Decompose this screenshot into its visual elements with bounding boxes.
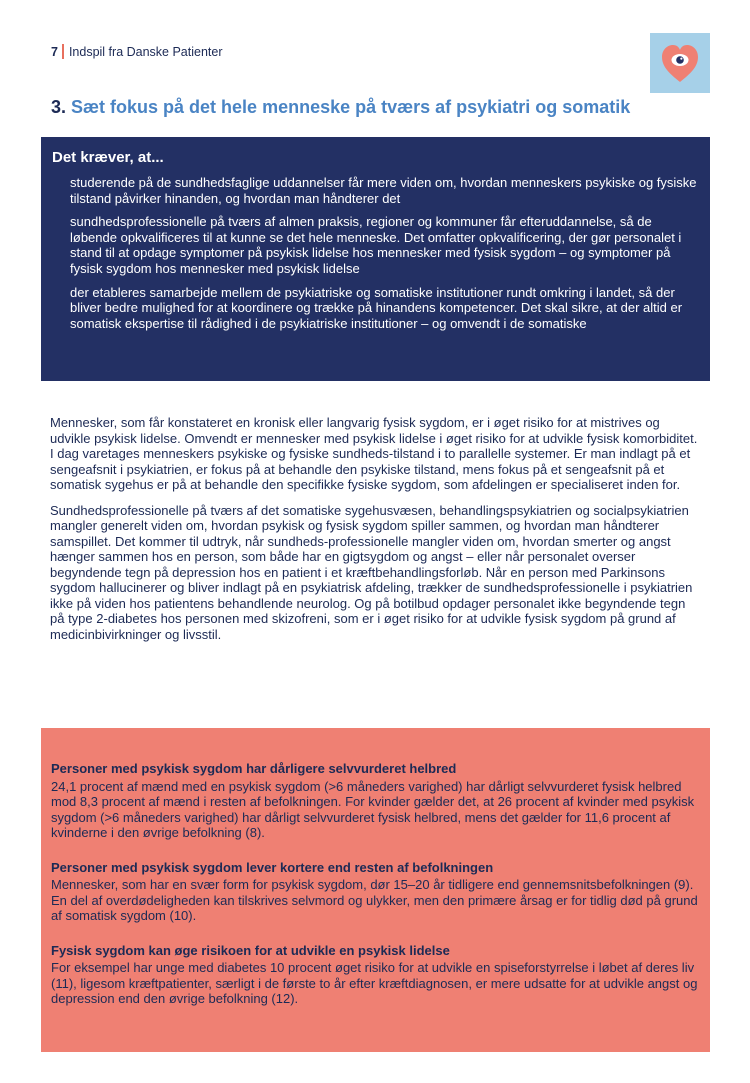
fact-text: 24,1 procent af mænd med en psykisk sygdom (>6 måneders varighed) har dårligt selvvurderet fysisk helbred mod 8,3 procent af mænd i resten af befolkningen. For kvinder gælder det, at 26 procent af kvinder med psykisk sygdom (>6 måneders varighed) har dårligt selvvurderet fysisk helbred, mens det gælder for 11,6 procent af kvinderne i den øvrige befolkning (8). bbox=[51, 778, 695, 840]
fact-item bbox=[51, 860, 698, 924]
header-divider bbox=[62, 44, 64, 59]
requirements-box bbox=[41, 137, 710, 381]
page-header bbox=[51, 44, 223, 59]
fact-heading: Personer med psykisk sygdom lever kortere end resten af befolkningen bbox=[51, 859, 494, 875]
body-text bbox=[50, 415, 702, 652]
section-number: 3. bbox=[51, 97, 67, 117]
section-title-text: Sæt fokus på det hele menneske på tværs af psykiatri og somatik bbox=[71, 97, 631, 117]
fact-item bbox=[51, 943, 698, 1007]
facts-box bbox=[41, 728, 710, 1052]
fact-text: Mennesker, som har en svær form for psykisk sygdom, dør 15–20 år tidligere end gennemsnitsbefolkningen (9). En del af overdødeligheden kan tilskrives selvmord og ulykker, men den primære årsag er for tidlig død på grund af somatisk sygdom (10). bbox=[51, 877, 698, 923]
requirement-item: der etableres samarbejde mellem de psykiatriske og somatiske institutioner rundt omkring i landet, så der bliver bedre mulighed for at koordinere og trække på hinandens kompetencer. Det skal sikre, at der altid er somatisk ekspertise til rådighed i de psykiatriske institutioner – og omvendt i de somatiske bbox=[70, 284, 683, 331]
requirement-item: sundhedsprofessionelle på tværs af almen praksis, regioner og kommuner får efteruddannelse, så de løbende opkvalificeres til at kunne se det hele menneske. Det omfatter opkvalificering, der gør personalet i stand til at opdage symptomer på psykisk lidelse hos mennesker med fysisk sygdom – og symptomer på fysisk sygdom hos mennesker med psykisk lidelse bbox=[70, 214, 682, 276]
fact-heading: Personer med psykisk sygdom har dårligere selvvurderet helbred bbox=[51, 761, 457, 776]
fact-item bbox=[51, 761, 698, 841]
header-title: Indspil fra Danske Patienter bbox=[68, 44, 223, 59]
fact-heading: Fysisk sygdom kan øge risikoen for at udvikle en psykisk lidelse bbox=[51, 942, 450, 958]
body-paragraph: Mennesker, som får konstateret en kronisk eller langvarig fysisk sygdom, er i øget risiko for at mistrives og udvikle psykisk lidelse. Omvendt er mennesker med psykisk lidelse i øget risiko for at udvikle fysisk komorbiditet. I dag varetages menneskers psykiske og fysiske sundheds-tilstand i to parallelle systemer. Er man indlagt på et sengeafsnit i psykiatrien, er fokus på at behandle den psykiske tilstand, mens fokus på et sengeafsnit på et somatisk sygehus er på at behandle den specifikke fysiske sygdom, som afdelingen er specialiseret inden for. bbox=[50, 415, 698, 492]
page-number: 7 bbox=[51, 44, 58, 59]
section-title bbox=[51, 97, 630, 118]
eye-pupil bbox=[676, 56, 684, 64]
eye-highlight bbox=[680, 58, 682, 60]
fact-text: For eksempel har unge med diabetes 10 procent øget risiko for at udvikle en spiseforstyrrelse i løbet af deres liv (11), ligesom kræftpatienter, særligt i de første to år efter kræftdiagnosen, er mere udsatte for at udvikle angst og depression end den øvrige befolkning (12). bbox=[51, 960, 698, 1006]
body-paragraph: Sundhedsprofessionelle på tværs af det somatiske sygehusvæsen, behandlingspsykiatrien og socialpsykiatrien mangler generelt viden om, hvordan psykisk og fysisk sygdom spiller sammen, og hvordan man håndterer samspillet. Det kommer til udtryk, når sundheds-professionelle mangler viden om, hvordan smerter og angst hænger sammen hos en person, som både har en gigtsygdom og angst – eller når personalet overser begyndende tegn på depression hos en patient i et kræftbehandlingsforløb. Når en person med Parkinsons sygdom hallucinerer og bliver indlagt på en psykiatrisk afdeling, trækker de sundhedsprofessionelle i psykiatrien ikke på viden hos patientens behandlende neurolog. Og på botilbud opdager personalet ikke begyndende tegn på type 2-diabetes hos personen med skizofreni, som er i øget risiko for at udvikle fysisk sygdom på grund af medicinbivirkninger og livsstil. bbox=[50, 502, 693, 642]
requirements-list bbox=[70, 175, 702, 339]
heart-eye-icon bbox=[650, 33, 710, 93]
requirements-heading: Det kræver, at... bbox=[52, 149, 164, 166]
logo-graphic bbox=[650, 33, 710, 93]
requirement-item: studerende på de sundhedsfaglige uddannelser får mere viden om, hvordan menneskers psykiske og fysiske tilstand påvirker hinanden, og hvordan man håndterer det bbox=[70, 175, 697, 206]
